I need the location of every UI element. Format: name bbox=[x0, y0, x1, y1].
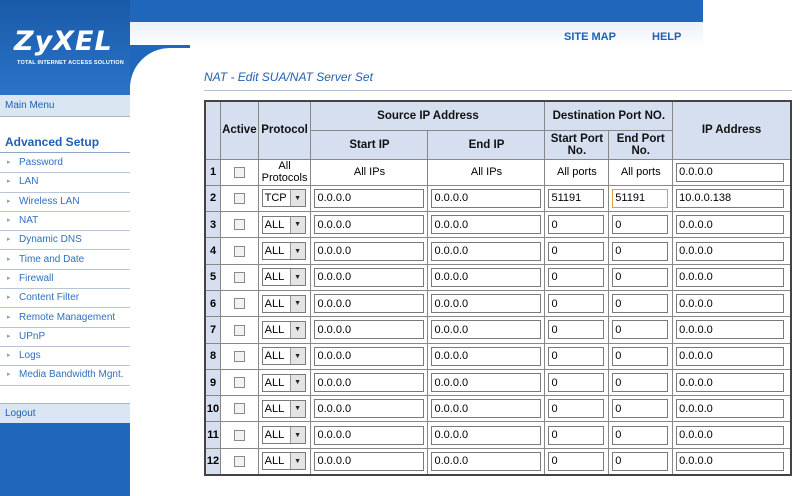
logo-tagline: TOTAL INTERNET ACCESS SOLUTION bbox=[17, 60, 124, 66]
chevron-down-icon[interactable]: ▼ bbox=[290, 427, 305, 443]
server-ip-input[interactable] bbox=[676, 163, 784, 182]
sidebar-item-wireless-lan[interactable] bbox=[0, 193, 130, 212]
dest-port-header: Destination Port NO. bbox=[545, 101, 673, 130]
advanced-setup-heading[interactable]: Advanced Setup bbox=[0, 131, 130, 153]
sidebar-item-label: Time and Date bbox=[19, 253, 85, 265]
sidebar-item-label: NAT bbox=[19, 215, 39, 227]
start-ip-cell bbox=[311, 290, 428, 316]
end-ip-header: End IP bbox=[428, 130, 545, 159]
active-cell bbox=[221, 396, 259, 422]
row-number: 5 bbox=[205, 264, 221, 290]
ip-cell bbox=[673, 212, 791, 238]
end-ip-cell bbox=[428, 422, 545, 448]
chevron-down-icon[interactable]: ▼ bbox=[290, 243, 305, 259]
end-ip-input[interactable] bbox=[431, 320, 541, 339]
end-port-input[interactable] bbox=[612, 373, 668, 392]
site-map-link[interactable]: SITE MAP bbox=[564, 31, 616, 43]
bullet-icon: ▸ bbox=[7, 371, 11, 379]
ip-cell bbox=[673, 264, 791, 290]
start-ip-input[interactable] bbox=[314, 347, 424, 366]
sidebar-item-password[interactable] bbox=[0, 154, 130, 173]
start-ip-cell bbox=[311, 448, 428, 474]
sidebar-item-label: Dynamic DNS bbox=[19, 234, 82, 246]
start-port-cell bbox=[545, 317, 609, 343]
row-number: 4 bbox=[205, 238, 221, 264]
end-ip-cell bbox=[428, 448, 545, 474]
ip-cell bbox=[673, 185, 791, 211]
active-checkbox[interactable] bbox=[234, 298, 245, 309]
start-ip-input[interactable] bbox=[314, 268, 424, 287]
table-row bbox=[205, 422, 791, 448]
end-port-text: All ports bbox=[609, 159, 673, 185]
bullet-icon: ▸ bbox=[7, 274, 11, 282]
start-ip-input[interactable] bbox=[314, 242, 424, 261]
row-number: 10 bbox=[205, 396, 221, 422]
sidebar-item-label: Remote Management bbox=[19, 311, 116, 323]
chevron-down-icon[interactable]: ▼ bbox=[290, 296, 305, 312]
start-port-input[interactable] bbox=[548, 373, 604, 392]
protocol-cell bbox=[258, 343, 311, 369]
server-ip-input[interactable] bbox=[676, 320, 784, 339]
logo-area bbox=[0, 0, 130, 95]
active-cell bbox=[221, 159, 259, 185]
server-ip-input[interactable] bbox=[676, 268, 784, 287]
title-divider bbox=[204, 90, 792, 91]
end-port-input[interactable] bbox=[612, 189, 668, 208]
sidebar-item-media-bandwidth[interactable] bbox=[0, 366, 130, 385]
start-ip-cell bbox=[311, 264, 428, 290]
sidebar-item-time-and-date[interactable] bbox=[0, 250, 130, 269]
sidebar-item-label: Firewall bbox=[19, 272, 54, 284]
server-ip-input[interactable] bbox=[676, 189, 784, 208]
bullet-icon: ▸ bbox=[7, 197, 11, 205]
start-port-input[interactable] bbox=[548, 452, 604, 471]
protocol-value: TCP bbox=[264, 192, 287, 205]
sidebar-item-remote-management[interactable] bbox=[0, 308, 130, 327]
protocol-select[interactable] bbox=[262, 242, 306, 260]
start-ip-cell bbox=[311, 212, 428, 238]
bullet-icon: ▸ bbox=[7, 352, 11, 360]
start-ip-header: Start IP bbox=[311, 130, 428, 159]
end-port-cell bbox=[609, 396, 673, 422]
protocol-text: All bbox=[278, 160, 291, 173]
sidebar-item-label: Logs bbox=[19, 350, 41, 362]
end-port-input[interactable] bbox=[612, 320, 668, 339]
start-ip-input[interactable] bbox=[314, 189, 424, 208]
protocol-select[interactable] bbox=[262, 268, 306, 286]
end-ip-cell bbox=[428, 212, 545, 238]
start-port-input[interactable] bbox=[548, 268, 604, 287]
source-ip-header: Source IP Address bbox=[311, 101, 545, 130]
end-port-cell bbox=[609, 238, 673, 264]
active-checkbox[interactable] bbox=[234, 193, 245, 204]
active-checkbox[interactable] bbox=[234, 403, 245, 414]
protocol-cell bbox=[258, 159, 311, 185]
start-port-cell bbox=[545, 369, 609, 395]
protocol-cell bbox=[258, 238, 311, 264]
protocol-cell bbox=[258, 317, 311, 343]
protocol-cell bbox=[258, 290, 311, 316]
table-row bbox=[205, 290, 791, 316]
top-bar bbox=[130, 0, 703, 22]
chevron-down-icon[interactable]: ▼ bbox=[290, 401, 305, 417]
bullet-icon: ▸ bbox=[7, 313, 11, 321]
sidebar-menu-list bbox=[0, 154, 130, 386]
active-checkbox[interactable] bbox=[234, 167, 245, 178]
protocol-select[interactable] bbox=[262, 347, 306, 365]
server-ip-input[interactable] bbox=[676, 426, 784, 445]
end-ip-cell bbox=[428, 396, 545, 422]
active-checkbox[interactable] bbox=[234, 456, 245, 467]
end-port-cell bbox=[609, 212, 673, 238]
active-header: Active bbox=[221, 101, 259, 159]
protocol-select[interactable] bbox=[262, 216, 306, 234]
sidebar bbox=[0, 0, 130, 496]
start-port-cell bbox=[545, 343, 609, 369]
sidebar-item-label: Content Filter bbox=[19, 292, 80, 304]
end-ip-cell bbox=[428, 317, 545, 343]
end-port-cell bbox=[609, 264, 673, 290]
active-cell bbox=[221, 290, 259, 316]
end-port-input[interactable] bbox=[612, 268, 668, 287]
sidebar-item-label: Media Bandwidth Mgnt. bbox=[19, 369, 124, 381]
protocol-header: Protocol bbox=[258, 101, 311, 159]
protocol-cell bbox=[258, 369, 311, 395]
server-ip-input[interactable] bbox=[676, 215, 784, 234]
sidebar-item-label: LAN bbox=[19, 176, 39, 188]
end-ip-cell bbox=[428, 264, 545, 290]
table-row bbox=[205, 396, 791, 422]
start-ip-cell bbox=[311, 185, 428, 211]
end-ip-input[interactable] bbox=[431, 347, 541, 366]
protocol-select[interactable] bbox=[262, 400, 306, 418]
end-port-input[interactable] bbox=[612, 426, 668, 445]
logout-link[interactable]: Logout bbox=[0, 403, 130, 423]
sidebar-item-dynamic-dns[interactable] bbox=[0, 231, 130, 250]
start-ip-input[interactable] bbox=[314, 373, 424, 392]
end-ip-input[interactable] bbox=[431, 452, 541, 471]
sidebar-item-label: Password bbox=[19, 157, 63, 169]
protocol-cell bbox=[258, 264, 311, 290]
nat-server-table bbox=[204, 100, 792, 476]
protocol-value: ALL bbox=[264, 376, 285, 389]
active-checkbox[interactable] bbox=[234, 272, 245, 283]
start-port-input[interactable] bbox=[548, 242, 604, 261]
start-ip-cell bbox=[311, 422, 428, 448]
active-checkbox[interactable] bbox=[234, 246, 245, 257]
start-port-input[interactable] bbox=[548, 426, 604, 445]
row-number: 11 bbox=[205, 422, 221, 448]
end-port-input[interactable] bbox=[612, 215, 668, 234]
num-header bbox=[205, 101, 221, 159]
table-row bbox=[205, 212, 791, 238]
protocol-select[interactable] bbox=[262, 426, 306, 444]
protocol-cell bbox=[258, 185, 311, 211]
active-checkbox[interactable] bbox=[234, 351, 245, 362]
bullet-icon: ▸ bbox=[7, 294, 11, 302]
active-cell bbox=[221, 448, 259, 474]
table-row bbox=[205, 369, 791, 395]
active-cell bbox=[221, 369, 259, 395]
start-port-cell bbox=[545, 264, 609, 290]
table-row bbox=[205, 317, 791, 343]
chevron-down-icon[interactable]: ▼ bbox=[290, 322, 305, 338]
active-cell bbox=[221, 317, 259, 343]
server-ip-input[interactable] bbox=[676, 373, 784, 392]
page-title: NAT - Edit SUA/NAT Server Set bbox=[204, 70, 373, 84]
start-port-cell bbox=[545, 212, 609, 238]
protocol-select[interactable] bbox=[262, 374, 306, 392]
table-row bbox=[205, 264, 791, 290]
main-menu-link[interactable]: Main Menu bbox=[0, 95, 130, 117]
start-ip-input[interactable] bbox=[314, 452, 424, 471]
protocol-value: ALL bbox=[264, 271, 285, 284]
end-port-cell bbox=[609, 185, 673, 211]
start-ip-cell bbox=[311, 369, 428, 395]
ip-cell bbox=[673, 396, 791, 422]
sidebar-item-firewall[interactable] bbox=[0, 270, 130, 289]
server-ip-input[interactable] bbox=[676, 452, 784, 471]
server-ip-input[interactable] bbox=[676, 242, 784, 261]
sidebar-item-upnp[interactable] bbox=[0, 328, 130, 347]
start-ip-input[interactable] bbox=[314, 320, 424, 339]
active-checkbox[interactable] bbox=[234, 430, 245, 441]
bullet-icon: ▸ bbox=[7, 159, 11, 167]
active-cell bbox=[221, 212, 259, 238]
end-port-cell bbox=[609, 290, 673, 316]
end-ip-input[interactable] bbox=[431, 399, 541, 418]
bullet-icon: ▸ bbox=[7, 332, 11, 340]
start-port-cell bbox=[545, 396, 609, 422]
start-port-input[interactable] bbox=[548, 347, 604, 366]
end-ip-text: All IPs bbox=[428, 159, 545, 185]
start-ip-input[interactable] bbox=[314, 215, 424, 234]
protocol-cell bbox=[258, 448, 311, 474]
bullet-icon: ▸ bbox=[7, 236, 11, 244]
start-ip-cell bbox=[311, 343, 428, 369]
end-ip-input[interactable] bbox=[431, 373, 541, 392]
end-port-cell bbox=[609, 343, 673, 369]
protocol-value: ALL bbox=[264, 323, 285, 336]
end-port-input[interactable] bbox=[612, 399, 668, 418]
sidebar-item-label: Wireless LAN bbox=[19, 195, 80, 207]
start-ip-input[interactable] bbox=[314, 399, 424, 418]
active-cell bbox=[221, 238, 259, 264]
zyxel-logo: ZyXEL bbox=[14, 26, 113, 57]
row-number: 9 bbox=[205, 369, 221, 395]
help-link[interactable]: HELP bbox=[652, 31, 682, 43]
end-port-input[interactable] bbox=[612, 452, 668, 471]
end-ip-cell bbox=[428, 343, 545, 369]
start-port-input[interactable] bbox=[548, 294, 604, 313]
server-ip-input[interactable] bbox=[676, 294, 784, 313]
server-ip-input[interactable] bbox=[676, 347, 784, 366]
menu-panel bbox=[0, 95, 130, 423]
protocol-value: ALL bbox=[264, 218, 285, 231]
end-ip-input[interactable] bbox=[431, 294, 541, 313]
end-port-cell bbox=[609, 369, 673, 395]
row-number: 3 bbox=[205, 212, 221, 238]
ip-cell bbox=[673, 159, 791, 185]
ip-cell bbox=[673, 238, 791, 264]
start-ip-input[interactable] bbox=[314, 426, 424, 445]
bullet-icon: ▸ bbox=[7, 217, 11, 225]
chevron-down-icon[interactable]: ▼ bbox=[290, 217, 305, 233]
protocol-value: ALL bbox=[264, 402, 285, 415]
ip-cell bbox=[673, 317, 791, 343]
end-ip-input[interactable] bbox=[431, 242, 541, 261]
end-port-input[interactable] bbox=[612, 294, 668, 313]
start-port-input[interactable] bbox=[548, 189, 604, 208]
active-cell bbox=[221, 422, 259, 448]
start-ip-input[interactable] bbox=[314, 294, 424, 313]
chevron-down-icon[interactable]: ▼ bbox=[290, 269, 305, 285]
chevron-down-icon[interactable]: ▼ bbox=[290, 348, 305, 364]
end-ip-input[interactable] bbox=[431, 215, 541, 234]
active-checkbox[interactable] bbox=[234, 219, 245, 230]
active-checkbox[interactable] bbox=[234, 325, 245, 336]
ip-cell bbox=[673, 369, 791, 395]
ip-cell bbox=[673, 448, 791, 474]
protocol-value: ALL bbox=[264, 245, 285, 258]
protocol-value: ALL bbox=[264, 429, 285, 442]
ip-cell bbox=[673, 290, 791, 316]
end-port-header: End Port No. bbox=[609, 130, 673, 159]
sidebar-item-content-filter[interactable] bbox=[0, 289, 130, 308]
sidebar-item-lan[interactable] bbox=[0, 173, 130, 192]
chevron-down-icon[interactable]: ▼ bbox=[290, 453, 305, 469]
end-ip-cell bbox=[428, 238, 545, 264]
row-number: 2 bbox=[205, 185, 221, 211]
end-port-cell bbox=[609, 422, 673, 448]
chevron-down-icon[interactable]: ▼ bbox=[290, 190, 305, 206]
start-port-cell bbox=[545, 185, 609, 211]
protocol-value: ALL bbox=[264, 297, 285, 310]
end-port-cell bbox=[609, 317, 673, 343]
protocol-cell bbox=[258, 422, 311, 448]
bullet-icon: ▸ bbox=[7, 178, 11, 186]
end-port-cell bbox=[609, 448, 673, 474]
protocol-select[interactable] bbox=[262, 189, 306, 207]
bullet-icon: ▸ bbox=[7, 255, 11, 263]
start-port-cell bbox=[545, 238, 609, 264]
start-port-input[interactable] bbox=[548, 320, 604, 339]
protocol-select[interactable] bbox=[262, 295, 306, 313]
start-port-input[interactable] bbox=[548, 215, 604, 234]
ip-cell bbox=[673, 343, 791, 369]
row-number: 7 bbox=[205, 317, 221, 343]
protocol-cell bbox=[258, 396, 311, 422]
protocol-value: ALL bbox=[264, 350, 285, 363]
ip-cell bbox=[673, 422, 791, 448]
start-port-header: Start Port No. bbox=[545, 130, 609, 159]
sidebar-item-label: UPnP bbox=[19, 330, 46, 342]
start-port-cell bbox=[545, 422, 609, 448]
start-port-text: All ports bbox=[545, 159, 609, 185]
protocol-value: ALL bbox=[264, 455, 285, 468]
sidebar-item-logs[interactable] bbox=[0, 347, 130, 366]
active-cell bbox=[221, 264, 259, 290]
start-port-input[interactable] bbox=[548, 399, 604, 418]
protocol-cell bbox=[258, 212, 311, 238]
table-row bbox=[205, 448, 791, 474]
chevron-down-icon[interactable]: ▼ bbox=[290, 375, 305, 391]
sidebar-item-nat[interactable] bbox=[0, 212, 130, 231]
row-number: 8 bbox=[205, 343, 221, 369]
end-ip-input[interactable] bbox=[431, 189, 541, 208]
end-ip-cell bbox=[428, 290, 545, 316]
table-row bbox=[205, 185, 791, 211]
protocol-select[interactable] bbox=[262, 321, 306, 339]
end-port-input[interactable] bbox=[612, 242, 668, 261]
protocol-text: Protocols bbox=[261, 172, 308, 185]
active-checkbox[interactable] bbox=[234, 377, 245, 388]
end-ip-cell bbox=[428, 369, 545, 395]
row-number: 1 bbox=[205, 159, 221, 185]
start-ip-cell bbox=[311, 317, 428, 343]
rows-body bbox=[205, 185, 791, 474]
row-number: 6 bbox=[205, 290, 221, 316]
server-ip-input[interactable] bbox=[676, 399, 784, 418]
start-port-cell bbox=[545, 290, 609, 316]
end-ip-cell bbox=[428, 185, 545, 211]
ip-address-header: IP Address bbox=[673, 101, 791, 159]
end-ip-input[interactable] bbox=[431, 426, 541, 445]
end-ip-input[interactable] bbox=[431, 268, 541, 287]
start-ip-text: All IPs bbox=[311, 159, 428, 185]
active-cell bbox=[221, 185, 259, 211]
start-ip-cell bbox=[311, 396, 428, 422]
end-port-input[interactable] bbox=[612, 347, 668, 366]
start-port-cell bbox=[545, 448, 609, 474]
table-row bbox=[205, 238, 791, 264]
table-row bbox=[205, 159, 791, 185]
nav-bar bbox=[130, 22, 703, 48]
start-ip-cell bbox=[311, 238, 428, 264]
active-cell bbox=[221, 343, 259, 369]
table-row bbox=[205, 343, 791, 369]
protocol-select[interactable] bbox=[262, 452, 306, 470]
row-number: 12 bbox=[205, 448, 221, 474]
